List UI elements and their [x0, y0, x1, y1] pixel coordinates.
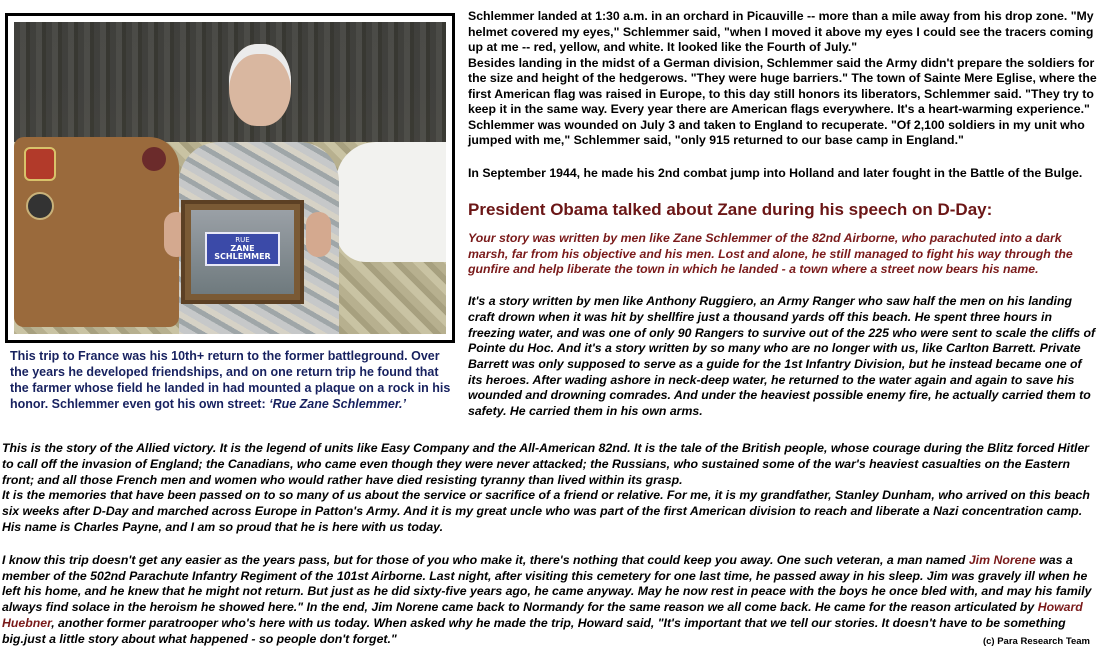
jacket-patch-2 — [142, 147, 166, 171]
street-sign-frame — [181, 200, 304, 304]
speech-victory-text: This is the story of the Allied victory. It is the legend of units like Easy Company and the All-American 82nd. It is the tale of the British people, whose courage during the Blitz forced Hitler to call off the invasion of England; the Canadians, who came even though they were never attacked; the Russians, who sustained some of the war's heaviest casualties on the Eastern front; and all those French men and women who would rather have died resisting tyranny than lived within its grasp. — [2, 441, 1090, 487]
photo-pillow — [336, 142, 446, 262]
speech-paragraph-veterans — [2, 553, 1096, 648]
speech-quote-ruggiero: It's a story written by men like Anthony Ruggiero, an Army Ranger who saw half the men on his landing craft drown when it was hit by shellfire just a thousand yards off this beach. He spent three hours in freezing water, and was one of only 90 Rangers to survive out of the 225 who were sent to scale the cliffs of Pointe du Hoc. And it's a story written by so many who are no longer with us, like Carlton Barrett. Private Barrett was only supposed to serve as a guide for the 1st Infantry Division, but he instead became one of its heroes. After wading ashore in neck-deep water, he returned to the water again and again to save his wounded and drowning comrades. And under the heaviest possible enemy fire, he actually carried them to safety. He carried them in his own arms. — [468, 294, 1096, 419]
paragraph-landing — [468, 9, 1098, 149]
street-sign-line1: RUE — [235, 236, 250, 244]
veteran-head — [229, 44, 291, 126]
jacket-badge — [26, 192, 54, 220]
section-heading: President Obama talked about Zane during his speech on D-Day: — [468, 200, 993, 219]
speech-veterans-text-b: was a member of the 502nd Parachute Infantry Regiment of the 101st Airborne. Last night, after visiting this cemetery for one last time, he passed away in his sleep. Jim was gravely ill when he left his home, and he knew that he might not return. But just as he did sixty-five years ago, he came anyway. May he now rest in peace with the boys he once bled with, and may his family always find solace in the heroism he showed here." In the end, Jim Norene came back to Normandy for the same reason we all come back. He came for the reason articulated by — [2, 552, 1092, 615]
speech-continuation — [2, 441, 1096, 648]
street-sign-photo — [191, 210, 294, 294]
name-howard-huebner: Howard Huebner — [2, 600, 1083, 630]
speech-paragraph-victory — [2, 441, 1096, 536]
photo-frame — [5, 13, 455, 343]
copyright-notice: (c) Para Research Team — [982, 636, 1090, 647]
street-sign-line2: ZANE SCHLEMMER — [214, 243, 271, 262]
speech-quote-schlemmer: Your story was written by men like Zane Schlemmer of the 82nd Airborne, who parachuted into a dark marsh, far from his objective and his men. Lost and alone, he still managed to fight his way through the gunfire and help liberate the town in which he landed - a town where a street now bears his name. — [468, 231, 1073, 277]
speech-veterans-text-a: I know this trip doesn't get any easier as the years pass, but for those of you who make it, there's nothing that could keep you away. One such veteran, a man named — [2, 552, 969, 567]
speech-memories-text: It is the memories that have been passed on to so many of us about the service or sacrifice of a friend or relative. For me, it is my grandfather, Stanley Dunham, who arrived on this beach six weeks after D-Day and marched across Europe in Patton's Army. And it is my great uncle who was part of the first American division to reach and liberate a Nazi concentration camp. His name is Charles Payne, and I am so proud that he is here with us today. — [2, 488, 1090, 534]
caption-text: This trip to France was his 10th+ return to the former battleground. Over the years he developed friendships, and on one return trip he found that the farmer whose field he landed in had mounted a plaque on a rock in his honor. Schlemmer even got his own street: — [10, 349, 451, 411]
jacket-patch — [24, 147, 56, 181]
paratrooper-jacket — [14, 137, 179, 327]
caption-street-name: ‘Rue Zane Schlemmer.’ — [269, 397, 406, 411]
paragraph-landing-text: Schlemmer landed at 1:30 a.m. in an orchard in Picauville -- more than a mile away from his drop zone. "My helmet covered my eyes," Schlemmer said, "when I moved it above my eyes I could see the tracers coming up at me -- red, yellow, and white. It looked like the Fourth of July." — [468, 9, 1094, 54]
speech-veterans-text-c: , another former paratrooper who's here with us today. When asked why he made the trip, Howard said, "It's important that we tell our stories. It doesn't have to be something big.just a little story about what happened - so people don't forget." — [2, 615, 1066, 646]
veteran-photo — [14, 22, 446, 334]
paragraph-september: In September 1944, he made his 2nd combat jump into Holland and later fought in the Battle of the Bulge. — [468, 165, 1083, 180]
photo-caption — [10, 348, 460, 412]
name-jim-norene: Jim Norene — [968, 552, 1036, 567]
paragraph-hedgerows-text: Besides landing in the midst of a German division, Schlemmer said the Army didn't prepare the soldiers for the size and height of the hedgerows. "They were huge barriers." The town of Sainte Mere Eglise, where the first American flag was raised in Europe, to this day still honors its liberators, Schlemmer said. "They try to keep it in the same way. Every year there are American flags everywhere. It's a heart-warming experience." Schlemmer was wounded on July 3 and taken to England to recuperate. "Of 2,100 soldiers in my unit who jumped with me," Schlemmer said, "only 915 returned to our base camp in England." — [468, 55, 1097, 147]
article-right-column — [468, 9, 1098, 420]
veteran-hand-right — [306, 212, 331, 257]
street-sign — [205, 232, 280, 266]
